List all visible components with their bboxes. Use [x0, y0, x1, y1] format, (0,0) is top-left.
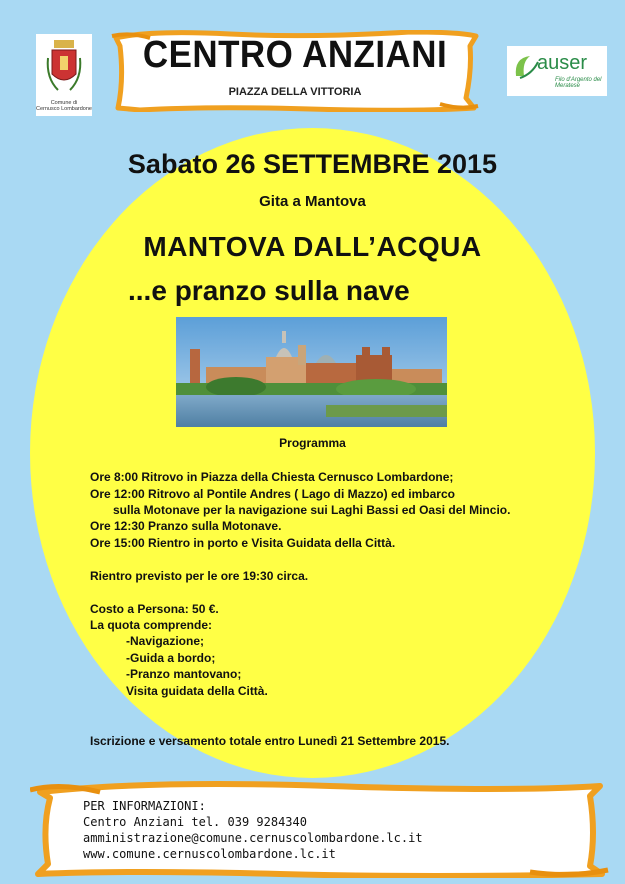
include-item: -Guida a bordo;	[126, 651, 216, 665]
crest-caption-line2: Cernusco Lombardone	[36, 106, 92, 112]
info-heading: PER INFORMAZIONI:	[83, 799, 206, 813]
crest-caption	[36, 100, 92, 112]
registration-deadline: Iscrizione e versamento totale entro Lunedì 21 Settembre 2015.	[90, 734, 450, 748]
program-item: sulla Motonave per la navigazione sui Laghi Bassi ed Oasi del Mincio.	[113, 503, 511, 517]
content-ellipse	[30, 128, 595, 778]
include-item: -Navigazione;	[126, 634, 205, 648]
page-title: CENTRO ANZIANI	[142, 34, 448, 76]
event-title: MANTOVA DALL’ACQUA	[143, 231, 482, 262]
program-item: Ore 12:30 Pranzo sulla Motonave.	[90, 519, 282, 533]
event-subtitle: ...e pranzo sulla nave	[128, 275, 410, 306]
include-item: -Pranzo mantovano;	[126, 667, 242, 681]
program-item: Ore 8:00 Ritrovo in Piazza della Chiesta Cernusco Lombardone;	[90, 470, 454, 484]
mantova-photo	[176, 317, 447, 427]
auser-swoosh-icon	[512, 52, 540, 82]
program-item: Ore 15:00 Rientro in porto e Visita Guidata della Città.	[90, 536, 396, 550]
crest-caption-line1: Comune di	[50, 100, 78, 106]
page-subtitle: PIAZZA DELLA VITTORIA	[228, 86, 362, 98]
info-email[interactable]: amministrazione@comune.cernuscolombardone.lc.it	[83, 831, 423, 845]
info-phone: Centro Anziani tel. 039 9284340	[83, 815, 307, 829]
program-item: Ore 12:00 Ritrovo al Pontile Andres ( Lago di Mazzo) ed imbarco	[90, 487, 455, 501]
auser-tagline: Filo d'Argento del Meratese	[555, 77, 602, 89]
includes-heading: La quota comprende:	[90, 618, 213, 632]
info-website[interactable]: www.comune.cernuscolombardone.lc.it	[83, 847, 336, 861]
event-date: Sabato 26 SETTEMBRE 2015	[127, 149, 498, 179]
return-time: Rientro previsto per le ore 19:30 circa.	[90, 569, 309, 583]
program-heading: Programma	[279, 436, 346, 450]
auser-wordmark: auser	[537, 52, 588, 74]
cost: Costo a Persona: 50 €.	[90, 602, 219, 616]
crest-icon	[44, 38, 84, 98]
event-trip: Gita a Mantova	[259, 193, 366, 210]
include-item: Visita guidata della Città.	[126, 684, 268, 698]
